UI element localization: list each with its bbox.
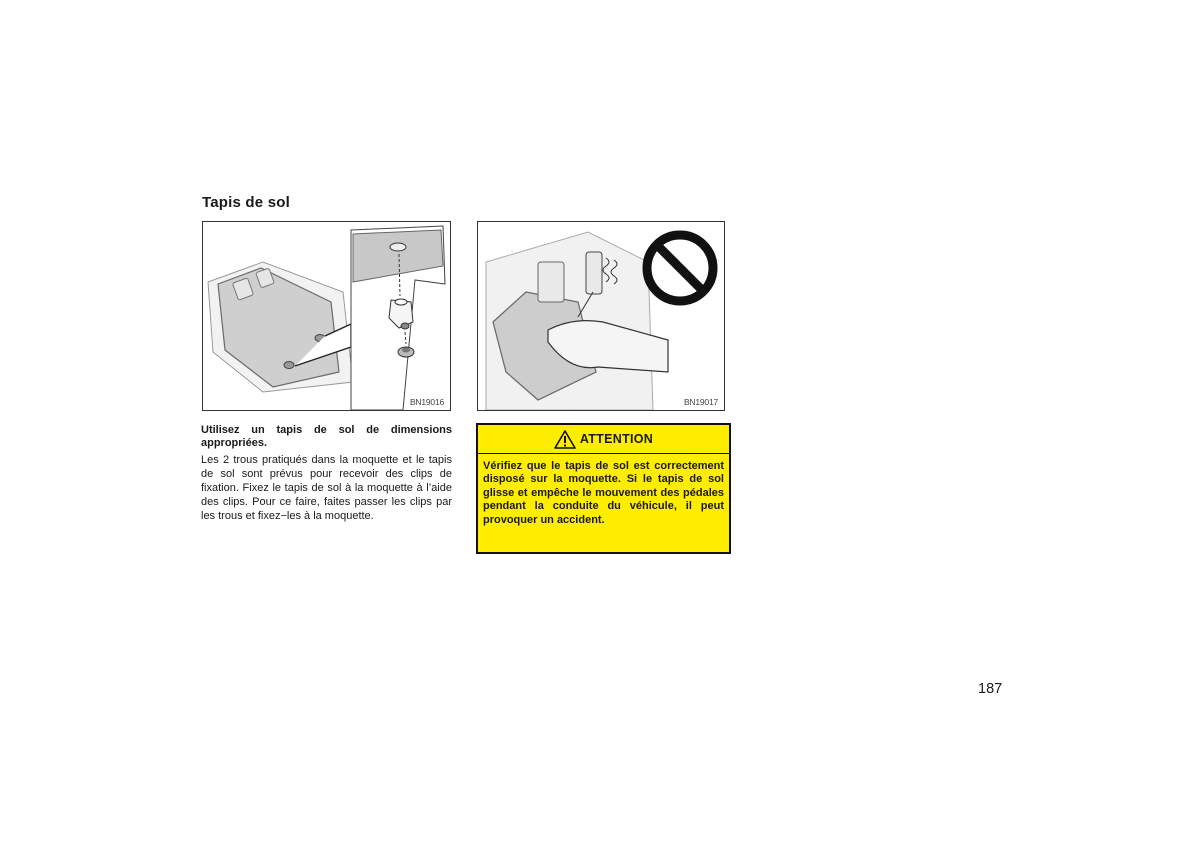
- page-number: 187: [978, 681, 1003, 697]
- section-title: Tapis de sol: [202, 194, 290, 211]
- warning-heading: ATTENTION: [579, 432, 654, 446]
- warning-triangle-icon: [554, 430, 576, 449]
- instruction-lead: Utilisez un tapis de sol de dimensions appropriées.: [201, 424, 452, 449]
- floor-mat-clip-figure: [202, 221, 451, 411]
- warning-header: [478, 425, 729, 454]
- floor-mat-clip-diagram: [203, 222, 450, 410]
- pedal-obstruction-figure: [477, 221, 725, 411]
- warning-box: [476, 423, 731, 554]
- figure-code: BN19017: [683, 397, 718, 407]
- pedal-obstruction-prohibited-diagram: [478, 222, 724, 410]
- warning-text: Vérifiez que le tapis de sol est correctement disposé sur la moquette. Si le tapis de sol glisse et empêche le mouvement des pédales pendant la conduite du véhicule, il peut provoquer un accident.: [483, 460, 724, 526]
- figure-code: BN19016: [409, 397, 444, 407]
- instruction-body: Les 2 trous pratiqués dans la moquette et le tapis de sol sont prévus pour recevoir des clips de fixation. Fixez le tapis de sol à la moquette à l’aide des clips. Pour ce faire, faites passer les clips par les trous et fixez−les à la moquette.: [201, 454, 452, 522]
